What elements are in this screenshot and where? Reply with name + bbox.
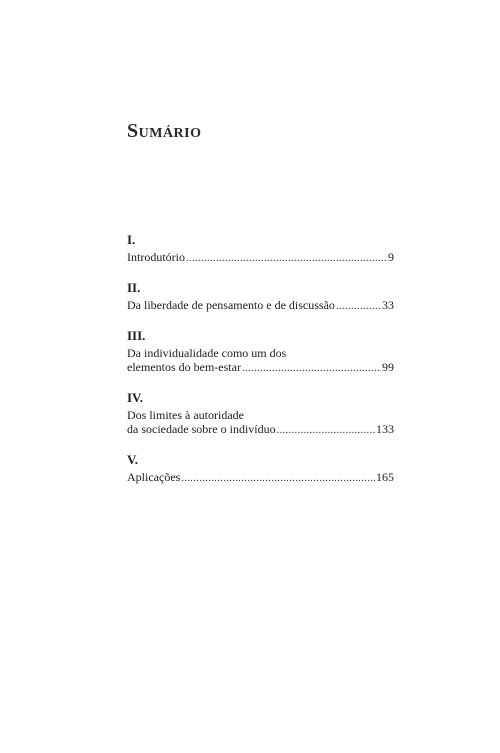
chapter-title: da sociedade sobre o indivíduo (127, 422, 276, 436)
toc-entry-2[interactable] (127, 280, 394, 314)
page-number: 9 (388, 250, 394, 264)
chapter-title: Aplicações (127, 470, 181, 484)
chapter-title-first-line: Da individualidade como um dos (127, 346, 287, 360)
chapter-title: elementos do bem-estar (127, 360, 241, 374)
chapter-numeral: II. (127, 280, 141, 295)
dot-leader (242, 362, 381, 376)
toc-entry-3[interactable] (127, 328, 394, 376)
toc-entry-4[interactable] (127, 390, 394, 438)
chapter-title: Da liberdade de pensamento e de discussão (127, 298, 335, 312)
page-number: 165 (376, 470, 394, 484)
dot-leader (181, 472, 375, 486)
chapter-title: Introdutório (127, 250, 185, 264)
chapter-numeral: I. (127, 232, 136, 247)
chapter-title-line (127, 360, 394, 376)
chapter-numeral: IV. (127, 390, 144, 405)
dot-leader (336, 300, 381, 314)
chapter-title-line (127, 298, 394, 314)
chapter-title-first-line: Dos limites à autoridade (127, 408, 244, 422)
chapter-title-line (127, 422, 394, 438)
toc-entry-1[interactable] (127, 232, 394, 266)
page-title: Sumário (127, 120, 202, 142)
table-of-contents (127, 232, 394, 500)
page-number: 133 (376, 422, 394, 436)
page-number: 99 (382, 360, 394, 374)
dot-leader (277, 424, 375, 438)
dot-leader (186, 252, 387, 266)
chapter-numeral: V. (127, 452, 138, 467)
chapter-numeral: III. (127, 328, 146, 343)
toc-entry-5[interactable] (127, 452, 394, 486)
chapter-title-line (127, 470, 394, 486)
chapter-title-line (127, 250, 394, 266)
page-number: 33 (382, 298, 394, 312)
